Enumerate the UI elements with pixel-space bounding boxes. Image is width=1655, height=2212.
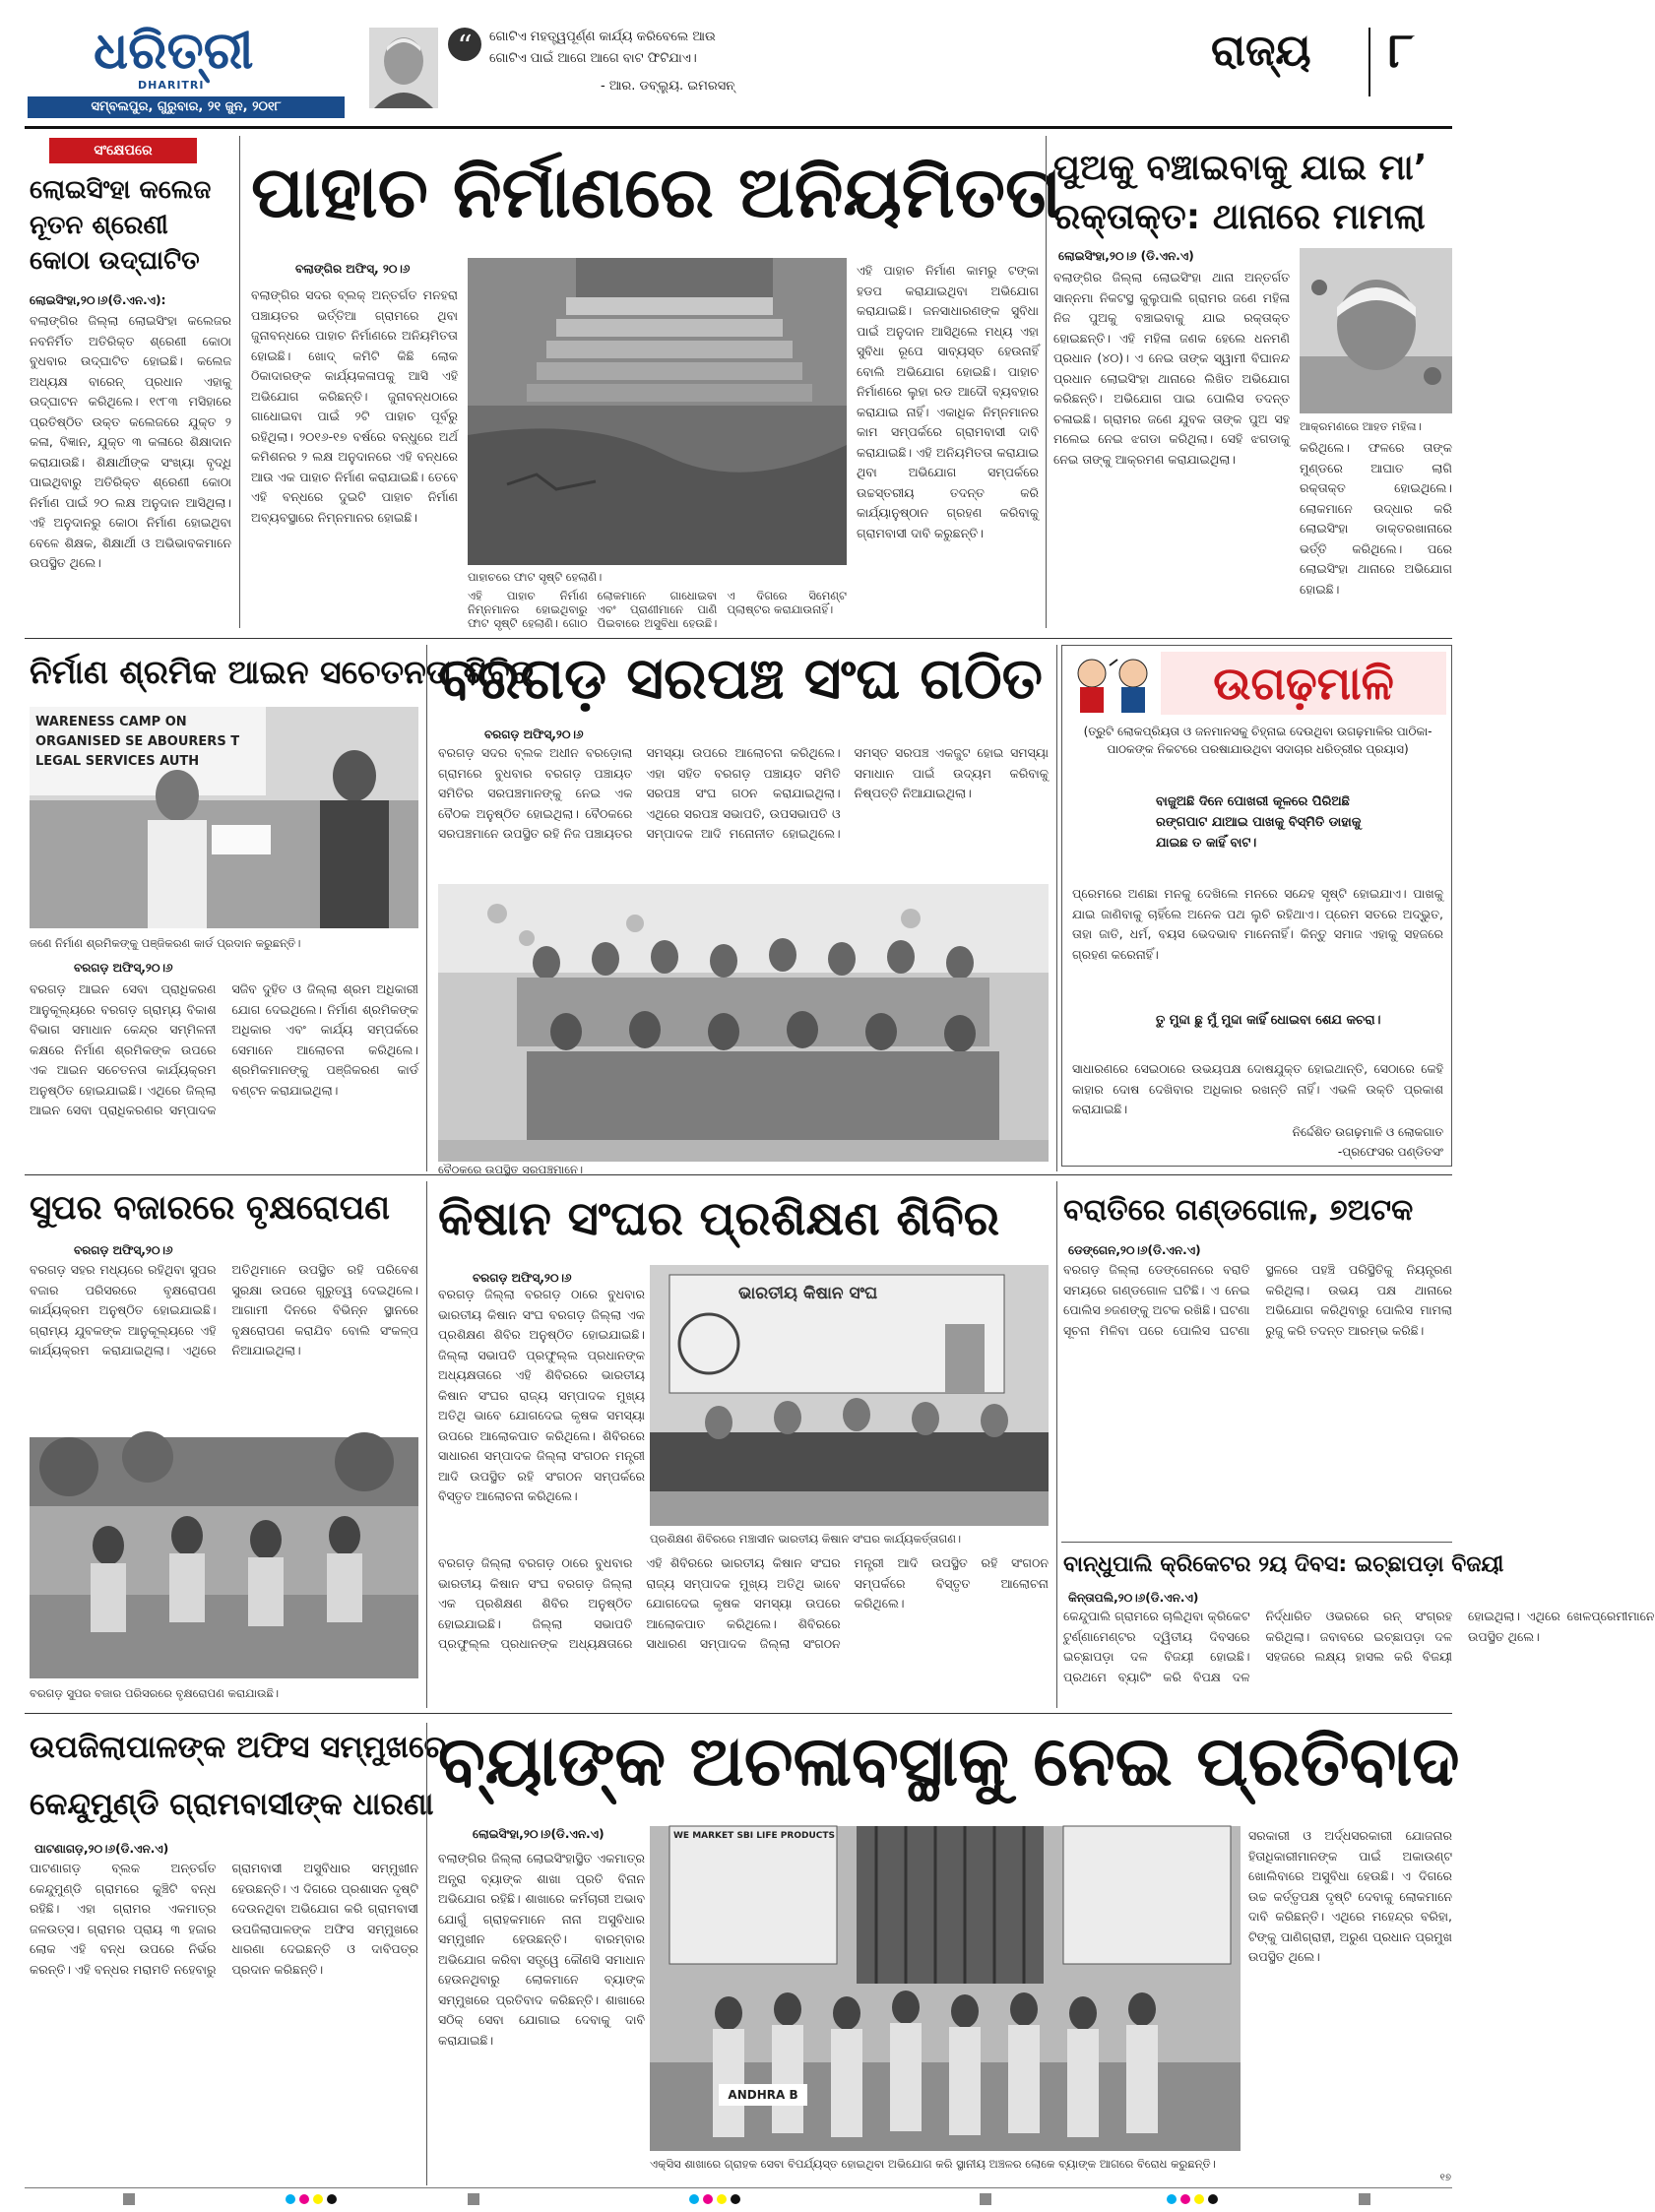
ugadhamali-box — [1061, 645, 1452, 1167]
cricket-body: କେନ୍ଦୁପାଲି ଗ୍ରାମରେ ଚାଲିଥିବା କ୍ରିକେଟ ଟୁର୍ଣ୍ଣାମେଣ୍ଟର ଦ୍ୱିତୀୟ ଦିବସରେ ଇଚ୍ଛାପଡ଼ା ଦଳ ବିଜୟୀ ହୋଇଛି। ପ୍ରଥମେ ବ୍ୟାଟିଂ କରି ବିପକ୍ଷ ଦଳ ନିର୍ଦ୍ଧାରିତ ଓଭରରେ ରନ୍ ସଂଗ୍ରହ କରିଥିଲା। ଜବାବରେ ଇଚ୍ଛାପଡ଼ା ଦଳ ସହଜରେ ଲକ୍ଷ୍ୟ ହାସଲ କରି ବିଜୟୀ ହୋଇଥିଲା। ଏଥିରେ ଖେଳପ୍ରେମୀମାନେ ଉପସ୍ଥିତ ଥିଲେ। — [1063, 1609, 1655, 1684]
briefs-tag: ସଂକ୍ଷେପରେ — [49, 138, 197, 163]
mother-dateline: ଲୋଇସିଂହା,୨୦।୬ (ଡି.ଏନ.ଏ) — [1058, 249, 1194, 263]
ugadhamali-title: ଉଗଢ଼ମାଳି — [1161, 652, 1446, 715]
print-registration-marks — [0, 2191, 1477, 2208]
ugadhamali-body: ପ୍ରେମରେ ଅଣଛା ମନକୁ ଦେଖିଲେ ମନରେ ସନ୍ଦେହ ସୃଷ୍ଟି ହୋଇଯାଏ। ପାଖକୁ ଯାଇ ଜାଣିବାକୁ ଚାହିଁଲେ ଅନେକ ପଥ ଲୁଚି ରହିଥାଏ। ପ୍ରେମ ସତରେ ଅଦ୍ଭୁତ, ତାହା ଜାତି, ଧର୍ମ, ବୟସ ଭେଦଭାବ ମାନେନାହିଁ। କିନ୍ତୁ ସମାଜ ଏହାକୁ ସହଜରେ ଗ୍ରହଣ କରେନାହିଁ। — [1072, 886, 1443, 962]
logo-subtitle: DHARITRI — [138, 79, 205, 92]
masthead — [0, 0, 1477, 126]
lead-photo-caption: ପାହାଚରେ ଫାଟ ସୃଷ୍ଟି ହେଲାଣି। — [468, 570, 603, 584]
sarpanch-meeting-photo[interactable] — [438, 884, 1049, 1162]
section-name: ରାଜ୍ୟ — [1211, 26, 1311, 76]
mother-body-right: କରିଥିଲେ। ଫଳରେ ତାଙ୍କ ମୁଣ୍ଡରେ ଆଘାତ ଲାଗି ରକ୍ତାକ୍ତ ହୋଇଥିଲେ। ଲୋକମାନେ ଉଦ୍ଧାର କରି ଲୋଇସିଂହା ଡାକ୍ତରଖାନାରେ ଭର୍ତ୍ତି କରିଥିଲେ। ପରେ ଲୋଇସିଂହା ଥାନାରେ ଅଭିଯୋଗ ହୋଇଛି। — [1300, 440, 1452, 597]
lead-photo[interactable] — [468, 258, 847, 565]
bank-protest-photo[interactable] — [650, 1826, 1241, 2151]
kisan-meeting-photo[interactable] — [650, 1265, 1049, 1526]
quote-line-2: ଗୋଟିଏ ପାଇଁ ଆଗେ ଆଗେ ବାଟ ଫିଟିଯାଏ। — [489, 51, 697, 66]
labour-dateline: ବରଗଡ଼ ଅଫିସ୍,୨୦।୬ — [74, 961, 173, 975]
plantation-dateline: ବରଗଡ଼ ଅଫିସ୍,୨୦।୬ — [74, 1243, 173, 1257]
bank-body-right: ସରକାରୀ ଓ ଅର୍ଦ୍ଧସରକାରୀ ଯୋଜନାର ହିତାଧିକାରୀମାନଙ୍କ ପାଇଁ ଅକାଉଣ୍ଟ ଖୋଲିବାରେ ଅସୁବିଧା ହେଉଛି। ଏ ଦିଗରେ ଉଚ୍ଚ କର୍ତ୍ତୃପକ୍ଷ ଦୃଷ୍ଟି ଦେବାକୁ ଲୋକମାନେ ଦାବି କରିଛନ୍ତି। ଏଥିରେ ମହେନ୍ଦ୍ର ବରିହା, ଟିଙ୍କୁ ପାଣିଗ୍ରାହୀ, ଅରୁଣ ପ୍ରଧାନ ପ୍ରମୁଖ ଉପସ୍ଥିତ ଥିଲେ। — [1248, 1828, 1452, 1964]
lead-body-left: ବଲାଙ୍ଗିର ସଦର ବ୍ଲକ୍ ଅନ୍ତର୍ଗତ ମନହରା ପଞ୍ଚାୟତର ଭର୍ତ୍ତିଆ ଗ୍ରାମରେ ଥିବା ଜୁନାବନ୍ଧରେ ପାହାଚ ନିର୍ମାଣରେ ଅନିୟମିତତା ହୋଇଛି। ଖୋଦ୍ କମିଟି କିଛି ଲୋକ ଠିକାଦାରଙ୍କ କାର୍ଯ୍ୟକଳାପକୁ ଆସି ଏହି ଅଭିଯୋଗ କରିଛନ୍ତି। ଜୁନାବନ୍ଧଠାରେ ଗାଧୋଇବା ପାଇଁ ୨ଟି ପାହାଚ ପୂର୍ବରୁ ରହିଥିଲା। ୨୦୧୬-୧୭ ବର୍ଷରେ ବନ୍ଧୁରେ ଅର୍ଥ କମିଶନର ୨ ଲକ୍ଷ ଅନୁଦାନରେ ଏହି ବନ୍ଧରେ ଆଉ ଏକ ପାହାଚ ନିର୍ମାଣ କରାଯାଇଛି। ତେବେ ଏହି ବନ୍ଧରେ ଦୁଇଟି ପାହାଚ ନିର୍ମାଣ ଅବ୍ୟବସ୍ଥାରେ ନିମ୍ନମାନର ହୋଇଛି। — [251, 287, 458, 525]
lead-body-right: ଏହି ପାହାଚ ନିର୍ମାଣ କାମରୁ ଟଙ୍କା ହଡପ କରାଯାଇଥିବା ଅଭିଯୋଗ କରାଯାଇଛି। ଜନସାଧାରଣଙ୍କ ସୁବିଧା ପାଇଁ ଅନୁଦାନ ଆସିଥିଲେ ମଧ୍ୟ ଏହା ସୁବିଧା ରୂପେ ସାବ୍ୟସ୍ତ ହେଉନାହିଁ ବୋଲି ଅଭିଯୋଗ ହୋଇଛି। ପାହାଚ ନିର୍ମାଣରେ ଲୁହା ରଡ ଆଦୌ ବ୍ୟବହାର କରାଯାଇ ନାହିଁ। ଏକାଧିକ ନିମ୍ନମାନର କାମ ସମ୍ପର୍କରେ ଗ୍ରାମବାସୀ ଦାବି କରାଯାଇଛି। ଏହି ଅନିୟମିତତା କରାଯାଇ ଥିବା ଅଭିଯୋଗ ସମ୍ପର୍କରେ ଉଚ୍ଚସ୍ତରୀୟ ତଦନ୍ତ କରି କାର୍ଯ୍ୟାନୁଷ୍ଠାନ ଗ୍ରହଣ କରିବାକୁ ଗ୍ରାମବାସୀ ଦାବି କରୁଛନ୍ତି। — [857, 263, 1039, 540]
masthead-rule — [25, 126, 1452, 129]
kisan-body: ବରଗଡ଼ ଜିଲ୍ଲା ବରଗଡ଼ ଠାରେ ବୁଧବାର ଭାରତୀୟ କିଷାନ ସଂଘ ବରଗଡ଼ ଜିଲ୍ଲା ଏକ ପ୍ରଶିକ୍ଷଣ ଶିବିର ଅନୁଷ୍ଠିତ ହୋଇଯାଇଛି। ଜିଲ୍ଲା ସଭାପତି ପ୍ରଫୁଲ୍ଲ ପ୍ରଧାନଙ୍କ ଅଧ୍ୟକ୍ଷତାରେ ଏହି ଶିବିରରେ ଭାରତୀୟ କିଷାନ ସଂଘର ରାଜ୍ୟ ସମ୍ପାଦକ ମୁଖ୍ୟ ଅତିଥି ଭାବେ ଯୋଗଦେଇ କୃଷକ ସମସ୍ୟା ଉପରେ ଆଲୋକପାତ କରିଥିଲେ। ଶିବିରରେ ସାଧାରଣ ସମ୍ପାଦକ ଜିଲ୍ଲା ସଂଗଠନ ମନ୍ତ୍ରୀ ଆଦି ଉପସ୍ଥିତ ରହି ସଂଗଠନ ସମ୍ପର୍କରେ ବିସ୍ତୃତ ଆଲୋଚନା କରିଥିଲେ। — [438, 1287, 645, 1503]
dharna-headline-2: କେନ୍ଦୁମୁଣ୍ଡି ଗ୍ରାମବାସୀଙ୍କ ଧାରଣା — [30, 1787, 434, 1822]
quote-author: - ଆର. ଡବ୍ଲ୍ୟୁ. ଇମରସନ୍ — [601, 79, 735, 94]
mother-body: ବଲାଙ୍ଗିର ଜିଲ୍ଲା ଲୋଇସିଂହା ଥାନା ଅନ୍ତର୍ଗତ ସାନ୍ନମା ନିକଟସ୍ଥ କୁଲୁପାଲି ଗ୍ରାମର ଜଣେ ମହିଳା ନିଜ ପୁଅକୁ ବଞ୍ଚାଇବାକୁ ଯାଇ ରକ୍ତାକ୍ତ ହୋଇଛନ୍ତି। ଏହି ମହିଳା ଜଣକ ହେଲେ ଧନମଣି ପ୍ରଧାନ (୪୦)। ଏ ନେଇ ତାଙ୍କ ସ୍ୱାମୀ ବିଘାନନ୍ଦ ପ୍ରଧାନ ଲୋଇସିଂହା ଥାନାରେ ଲିଖିତ ଅଭିଯୋଗ କରିଛନ୍ତି। ଅଭିଯୋଗ ପାଇ ପୋଲିସ ତଦନ୍ତ ଚଳାଇଛି। ଗ୍ରାମର ଜଣେ ଯୁବକ ତାଙ୍କ ପୁଅ ସହ ମଲେଇ ନେଇ ଝଗଡା କରିଥିଲା। ସେହି ଝଗଡାକୁ ନେଇ ତାଙ୍କୁ ଆକ୍ରମଣ କରାଯାଇଥିଲା। — [1053, 270, 1290, 467]
mother-caption: ଆକ୍ରମଣରେ ଆହତ ମହିଳା। — [1300, 419, 1422, 433]
injured-woman-photo[interactable] — [1300, 248, 1452, 413]
ugadhamali-body-2: ସାଧାରଣରେ ସେଇଠାରେ ଉଭୟପକ୍ଷ ଦୋଷଯୁକ୍ତ ହୋଇଥାନ୍ତି, ସେଠାରେ କେହି କାହାର ଦୋଷ ଦେଖିବାର ଅଧିକାର ରଖନ୍ତି ନାହିଁ। ଏଭଳି ଉକ୍ତି ପ୍ରକାଶ କରାଯାଇଛି। — [1072, 1061, 1443, 1116]
plantation-body: ବରଗଡ଼ ସହର ମଧ୍ୟରେ ରହିଥିବା ସୁପର ବଜାର ପରିସରରେ ବୃକ୍ଷରୋପଣ କାର୍ଯ୍ୟକ୍ରମ ଅନୁଷ୍ଠିତ ହୋଇଯାଇଛି। ଗ୍ରାମ୍ୟ ଯୁବକଙ୍କ ଆନୁକୂଲ୍ୟରେ ଏହି କାର୍ଯ୍ୟକ୍ରମ କରାଯାଇଥିଲା। ଏଥିରେ ଅତିଥିମାନେ ଉପସ୍ଥିତ ରହି ପରିବେଶ ସୁରକ୍ଷା ଉପରେ ଗୁରୁତ୍ୱ ଦେଇଥିଲେ। ଆଗାମୀ ଦିନରେ ବିଭିନ୍ନ ସ୍ଥାନରେ ବୃକ୍ଷରୋପଣ କରାଯିବ ବୋଲି ସଂକଳ୍ପ ନିଆଯାଇଥିଲା। — [30, 1262, 418, 1358]
mother-headline-2: ରକ୍ତାକ୍ତ: ଥାନାରେ ମାମଲା — [1053, 197, 1426, 237]
labour-headline: ନିର୍ମାଣ ଶ୍ରମିକ ଆଇନ ସଚେତନତା ଶିବିର — [30, 653, 535, 691]
briefs-headline: ଲୋଇସିଂହା କଲେଜ ନୂତନ ଶ୍ରେଣୀ କୋଠା ଉଦ୍‌ଘାଟିତ — [30, 175, 212, 276]
ugadhamali-signoff: ନିର୍ଦ୍ଦେଶିତ ଉଗଢ଼ମାଳି ଓ ଲୋକଗାତ — [1292, 1125, 1443, 1139]
ugadhamali-author: -ପ୍ରଫେସର ପଣ୍ଡିତସଂ — [1337, 1145, 1443, 1159]
bank-caption: ଏକ୍ସିସ ଶାଖାରେ ଗ୍ରାହକ ସେବା ବିପର୍ଯ୍ୟସ୍ତ ହୋଇଥିବା ଅଭିଯୋଗ କରି ସ୍ଥାନୀୟ ଅଞ୍ଚଳର ଲୋକେ ବ୍ୟାଙ୍କ ଆଗରେ ବିରୋଧ କରୁଛନ୍ତି। — [650, 2157, 1216, 2171]
lead-headline: ପାହାଚ ନିର୍ମାଣରେ ଅନିୟମିତତା — [251, 151, 1062, 233]
baratire-headline: ବରାତିରେ ଗଣ୍ଡଗୋଳ, ୭ଅଟକ — [1063, 1193, 1414, 1228]
cricket-headline: ବାନ୍ଧୁପାଲି କ୍ରିକେଟର ୨ୟ ଦିବସ: ଇଚ୍ଛାପଡ଼ା ବିଜୟୀ — [1063, 1552, 1504, 1577]
ugadhamali-intro: (ତ୍ରୁଟି ଲୋକପ୍ରିୟତା ଓ ଜନମାନସକୁ ଚିହ୍ନାଇ ଦେଉଥିବା ଉଗଢ଼ମାଳିର ପାଠିକା-ପାଠକଙ୍କ ନିକଟରେ ପରଷାଯାଉଥିବା ସଦାଚାର ଧରିତ୍ରୀର ପ୍ରୟାସ) — [1083, 725, 1432, 756]
sarpanch-headline: ବରଗଡ଼ ସରପଞ୍ଚ ସଂଘ ଗଠିତ — [438, 645, 1044, 712]
edition-date: ସମ୍ବଲପୁର, ଗୁରୁବାର, ୨୧ ଜୁନ, ୨୦୧୮ — [28, 96, 345, 118]
sarpanch-caption: ବୈଠକରେ ଉପସ୍ଥିତ ସରପଞ୍ଚମାନେ। — [438, 1163, 584, 1176]
labour-camp-photo[interactable] — [30, 707, 418, 928]
plantation-photo[interactable] — [30, 1437, 418, 1678]
kisan-headline: କିଷାନ ସଂଘର ପ୍ରଶିକ୍ଷଣ ଶିବିର — [438, 1191, 1000, 1246]
page-number: ୮ — [1388, 22, 1415, 79]
bank-dateline: ଲୋଇସିଂହା,୨୦।୬(ଡି.ଏନ.ଏ) — [473, 1827, 605, 1841]
bank-branch-sign: ANDHRA B — [719, 2084, 807, 2106]
ugadhamali-verse-2: ତୁ ମୁଦ୍ଦା ଛୁ ମୁଁ ମୁଦ୍ଦା କାହିଁ ଧୋଇବା ଶେଯ କଚରା। — [1156, 1013, 1381, 1028]
lead-body-mid: ଏହି ପାହାଚ ନିର୍ମାଣ ନିମ୍ନମାନର ହୋଇଥିବାରୁ ଫାଟ ସୃଷ୍ଟି ହେଲାଣି। ଗୋଠ ଲୋକମାନେ ଗାଧୋଇବା ଏବଂ ପ୍ରାଣୀମାନେ ପାଣି ପିଇବାରେ ଅସୁବିଧା ହେଉଛି। ଏ ଦିଗରେ ସିମେଣ୍ଟ ପ୍ଲାଷ୍ଟର କରାଯାଉନାହିଁ। — [468, 589, 847, 630]
lead-dateline: ବଲାଙ୍ଗିର ଅଫିସ୍, ୨୦।୬ — [295, 262, 411, 276]
sarpanch-dateline: ବରଗଡ଼ ଅଫିସ୍,୨୦।୬ — [484, 727, 584, 741]
quote-mark-icon: “ — [448, 28, 481, 61]
dharna-body: ପାଟଣାଗଡ଼ ବ୍ଲକ ଅନ୍ତର୍ଗତ କେନ୍ଦୁମୁଣ୍ଡି ଗ୍ରାମରେ କୁଞ୍ଚିଟି ବନ୍ଧ ରହିଛି। ଏହା ଗ୍ରାମର ଏକମାତ୍ର ଜଳଉତ୍ସ। ଗ୍ରାମର ପ୍ରାୟ ୩ ହଜାର ଲୋକ ଏହି ବନ୍ଧ ଉପରେ ନିର୍ଭର କରନ୍ତି। ଏହି ବନ୍ଧର ମରାମତି ନହେବାରୁ ଗ୍ରାମବାସୀ ଅସୁବିଧାର ସମ୍ମୁଖୀନ ହେଉଛନ୍ତି। ଏ ଦିଗରେ ପ୍ରଶାସନ ଦୃଷ୍ଟି ଦେଉନଥିବା ଅଭିଯୋଗ କରି ଗ୍ରାମବାସୀ ଉପଜିଲାପାଳଙ୍କ ଅଫିସ ସମ୍ମୁଖରେ ଧାରଣା ଦେଇଛନ୍ତି ଓ ଦାବିପତ୍ର ପ୍ରଦାନ କରିଛନ୍ତି। — [30, 1861, 418, 1977]
briefs-dateline: ଲୋଇସିଂହା,୨୦।୬(ଡି.ଏନ.ଏ): — [30, 293, 166, 307]
kisan-banner-text: ଭାରତୀୟ କିଷାନ ସଂଘ — [738, 1284, 878, 1303]
labour-body: ବରଗଡ଼ ଆଇନ ସେବା ପ୍ରାଧିକରଣ ଆନୁକୂଲ୍ୟରେ ବରଗଡ଼ ଗ୍ରାମ୍ୟ ବିକାଶ ବିଭାଗ ସମାଧାନ କେନ୍ଦ୍ର ସମ୍ମିଳନୀ କକ୍ଷରେ ନିର୍ମାଣ ଶ୍ରମିକଙ୍କ ଉପରେ ଏକ ଆଇନ ସଚେତନତା କାର୍ଯ୍ୟକ୍ରମ ଅନୁଷ୍ଠିତ ହୋଇଯାଇଛି। ଏଥିରେ ଜିଲ୍ଲା ଆଇନ ସେବା ପ୍ରାଧିକରଣର ସମ୍ପାଦକ ସଜିବ ଦୁହିତ ଓ ଜିଲ୍ଲା ଶ୍ରମ ଅଧିକାରୀ ଯୋଗ ଦେଇଥିଲେ। ନିର୍ମାଣ ଶ୍ରମିକଙ୍କ ଅଧିକାର ଏବଂ କାର୍ଯ୍ୟ ସମ୍ପର୍କରେ ସେମାନେ ଆଲୋଚନା କରିଥିଲେ। ଶ୍ରମିକମାନଙ୍କୁ ପଞ୍ଜିକରଣ କାର୍ଡ ବଣ୍ଟନ କରାଯାଇଥିଲା। — [30, 981, 418, 1117]
kisan-body-more: ବରଗଡ଼ ଜିଲ୍ଲା ବରଗଡ଼ ଠାରେ ବୁଧବାର ଭାରତୀୟ କିଷାନ ସଂଘ ବରଗଡ଼ ଜିଲ୍ଲା ଏକ ପ୍ରଶିକ୍ଷଣ ଶିବିର ଅନୁଷ୍ଠିତ ହୋଇଯାଇଛି। ଜିଲ୍ଲା ସଭାପତି ପ୍ରଫୁଲ୍ଲ ପ୍ରଧାନଙ୍କ ଅଧ୍ୟକ୍ଷତାରେ ଏହି ଶିବିରରେ ଭାରତୀୟ କିଷାନ ସଂଘର ରାଜ୍ୟ ସମ୍ପାଦକ ମୁଖ୍ୟ ଅତିଥି ଭାବେ ଯୋଗଦେଇ କୃଷକ ସମସ୍ୟା ଉପରେ ଆଲୋକପାତ କରିଥିଲେ। ଶିବିରରେ ସାଧାରଣ ସମ୍ପାଦକ ଜିଲ୍ଲା ସଂଗଠନ ମନ୍ତ୍ରୀ ଆଦି ଉପସ୍ଥିତ ରହି ସଂଗଠନ ସମ୍ପର୍କରେ ବିସ୍ତୃତ ଆଲୋଚନା କରିଥିଲେ। — [438, 1555, 1049, 1651]
quote-author-portrait — [369, 28, 438, 108]
baratire-body: ବରଗଡ଼ ଜିଲ୍ଲା ଡେଙ୍ଗେନରେ ବରାତି ସମୟରେ ଗଣ୍ଡଗୋଳ ଘଟିଛି। ଏ ନେଇ ପୋଲିସ ୭ଜଣଙ୍କୁ ଅଟକ ରଖିଛି। ଘଟଣା ସୂଚନା ମିଳିବା ପରେ ପୋଲିସ ଘଟଣା ସ୍ଥଳରେ ପହଞ୍ଚି ପରିସ୍ଥିତିକୁ ନିୟନ୍ତ୍ରଣ କରିଥିଲା। ଉଭୟ ପକ୍ଷ ଥାନାରେ ଅଭିଯୋଗ କରିଥିବାରୁ ପୋଲିସ ମାମଲା ରୁଜୁ କରି ତଦନ୍ତ ଆରମ୍ଭ କରିଛି। — [1063, 1262, 1452, 1338]
cartoon-icon — [1070, 654, 1159, 717]
labour-caption: ଜଣେ ନିର୍ମାଣ ଶ୍ରମିକଙ୍କୁ ପଞ୍ଜିକରଣ କାର୍ଡ ପ୍ରଦାନ କରୁଛନ୍ତି। — [30, 936, 301, 950]
dharna-headline-1: ଉପଜିଲାପାଳଙ୍କ ଅଫିସ ସମ୍ମୁଖରେ — [30, 1730, 447, 1765]
logo[interactable]: ଧରିତ୍ରୀ — [94, 21, 254, 81]
bank-body: ବଲାଙ୍ଗିର ଜିଲ୍ଲା ଲୋଇସିଂହାସ୍ଥିତ ଏକମାତ୍ର ଅନ୍ଧ୍ରା ବ୍ୟାଙ୍କ ଶାଖା ପ୍ରତି ବିନାନ ଅଭିଯୋଗ ରହିଛି। ଶାଖାରେ କର୍ମଚାରୀ ଅଭାବ ଯୋଗୁଁ ଗ୍ରାହକମାନେ ନାନା ଅସୁବିଧାର ସମ୍ମୁଖୀନ ହେଉଛନ୍ତି। ବାରମ୍ବାର ଅଭିଯୋଗ କରିବା ସତ୍ତ୍ୱେ କୌଣସି ସମାଧାନ ହେଉନଥିବାରୁ ଲୋକମାନେ ବ୍ୟାଙ୍କ ସମ୍ମୁଖରେ ପ୍ରତିବାଦ କରିଛନ୍ତି। ଶାଖାରେ ସଠିକ୍ ସେବା ଯୋଗାଇ ଦେବାକୁ ଦାବି କରାଯାଇଛି। — [438, 1851, 645, 2048]
briefs-body: ବଲାଙ୍ଗିର ଜିଲ୍ଲା ଲୋଇସିଂହା କଲେଜର ନବନିର୍ମିତ ଅତିରିକ୍ତ ଶ୍ରେଣୀ କୋଠା ବୁଧବାର ଉଦ୍‌ଘାଟିତ ହୋଇଛି। କଲେଜ ଅଧ୍ୟକ୍ଷ ବାରେନ୍ ପ୍ରଧାନ ଏହାକୁ ଉଦ୍‌ଘାଟନ କରିଥିଲେ। ୧୯୮୩ ମସିହାରେ ପ୍ରତିଷ୍ଠିତ ଉକ୍ତ କଲେଜରେ ଯୁକ୍ତ ୨ କଳା, ବିଜ୍ଞାନ, ଯୁକ୍ତ ୩ କଳାରେ ଶିକ୍ଷାଦାନ କରାଯାଉଛି। ଶିକ୍ଷାର୍ଥୀଙ୍କ ସଂଖ୍ୟା ବୃଦ୍ଧି ପାଇଥିବାରୁ ଅତିରିକ୍ତ ଶ୍ରେଣୀ କୋଠା ନିର୍ମାଣ ପାଇଁ ୨୦ ଲକ୍ଷ ଅନୁଦାନ ଆସିଥିଲା। ଏହି ଅନୁଦାନରୁ କୋଠା ନିର୍ମାଣ ହୋଇଥିବା ବେଳେ ଶିକ୍ଷକ, ଶିକ୍ଷାର୍ଥୀ ଓ ଅଭିଭାବକମାନେ ଉପସ୍ଥିତ ଥିଲେ। — [30, 313, 231, 570]
page-code: ୧୭ — [1439, 2173, 1451, 2183]
quote-line-1: ଗୋଟିଏ ମହତ୍ତ୍ୱପୂର୍ଣ୍ଣ କାର୍ଯ୍ୟ କରିବେଲେ ଆଉ — [489, 30, 716, 44]
bank-board-title: WE MARKET SBI LIFE PRODUCTS — [673, 1831, 835, 1841]
kisan-caption: ପ୍ରଶିକ୍ଷଣ ଶିବିରରେ ମଞ୍ଚାସୀନ ଭାରତୀୟ କିଷାନ ସଂଘର କାର୍ଯ୍ୟକର୍ତ୍ତାଗଣ। — [650, 1532, 962, 1546]
bank-headline: ବ୍ୟାଙ୍କ ଅଚଳାବସ୍ଥାକୁ ନେଇ ପ୍ରତିବାଦ — [438, 1721, 1460, 1801]
ugadhamali-verse: ବାଜୁଅଛି ଦିନେ ପୋଖରୀ କୂଳରେ ପିରିଅଛି ରଙ୍ଗପାଟ ଯାଆଇ ପାଖକୁ ବିସ୍ମିତି ଡାହାକୁ ଯାଇଛ ତ କାହିଁ ବାଟ। — [1156, 794, 1362, 851]
kisan-dateline: ବରଗଡ଼ ଅଫିସ୍,୨୦।୬ — [473, 1271, 572, 1285]
sarpanch-body: ବରଗଡ଼ ସଦର ବ୍ଲକ ଅଧୀନ ବରଡ଼ୋଲା ଗ୍ରାମରେ ବୁଧବାର ବରଗଡ଼ ପଞ୍ଚାୟତ ସମିତିର ସରପଞ୍ଚମାନଙ୍କୁ ନେଇ ଏକ ବୈଠକ ଅନୁଷ୍ଠିତ ହୋଇଥିଲା। ବୈଠକରେ ସରପଞ୍ଚମାନେ ଉପସ୍ଥିତ ରହି ନିଜ ପଞ୍ଚାୟତର ସମସ୍ୟା ଉପରେ ଆଲୋଚନା କରିଥିଲେ। ଏହା ସହିତ ବରଗଡ଼ ପଞ୍ଚାୟତ ସମିତି ସରପଞ୍ଚ ସଂଘ ଗଠନ କରାଯାଇଥିଲା। ଏଥିରେ ସରପଞ୍ଚ ସଭାପତି, ଉପସଭାପତି ଓ ସମ୍ପାଦକ ଆଦି ମନୋନୀତ ହୋଇଥିଲେ। ସମସ୍ତ ସରପଞ୍ଚ ଏକଜୁଟ ହୋଇ ସମସ୍ୟା ସମାଧାନ ପାଇଁ ଉଦ୍ୟମ କରିବାକୁ ନିଷ୍ପତ୍ତି ନିଆଯାଇଥିଲା। — [438, 745, 1049, 841]
plantation-headline: ସୁପର ବଜାରରେ ବୃକ୍ଷରୋପଣ — [30, 1188, 390, 1228]
plantation-caption: ବରଗଡ଼ ସୁପର ବଜାର ପରିସରରେ ବୃକ୍ଷରୋପଣ କରାଯାଉଛି। — [30, 1686, 280, 1700]
baratire-dateline: ଡେଙ୍ଗେନ,୨୦।୬(ଡି.ଏନ.ଏ) — [1068, 1243, 1201, 1257]
mother-headline-1: ପୁଅକୁ ବଞ୍ଚାଇବାକୁ ଯାଇ ମା’ — [1053, 148, 1428, 188]
cricket-dateline: କିନ୍ତାପଲି,୨୦।୬(ଡି.ଏନ.ଏ) — [1068, 1591, 1199, 1605]
dharna-dateline: ପାଟଣାଗଡ଼,୨୦।୬(ଡି.ଏନ.ଏ) — [34, 1842, 169, 1856]
labour-banner-text: WARENESS CAMP ON ORGANISED SE ABOURERS T LEGAL SERVICES AUTH — [35, 715, 240, 769]
